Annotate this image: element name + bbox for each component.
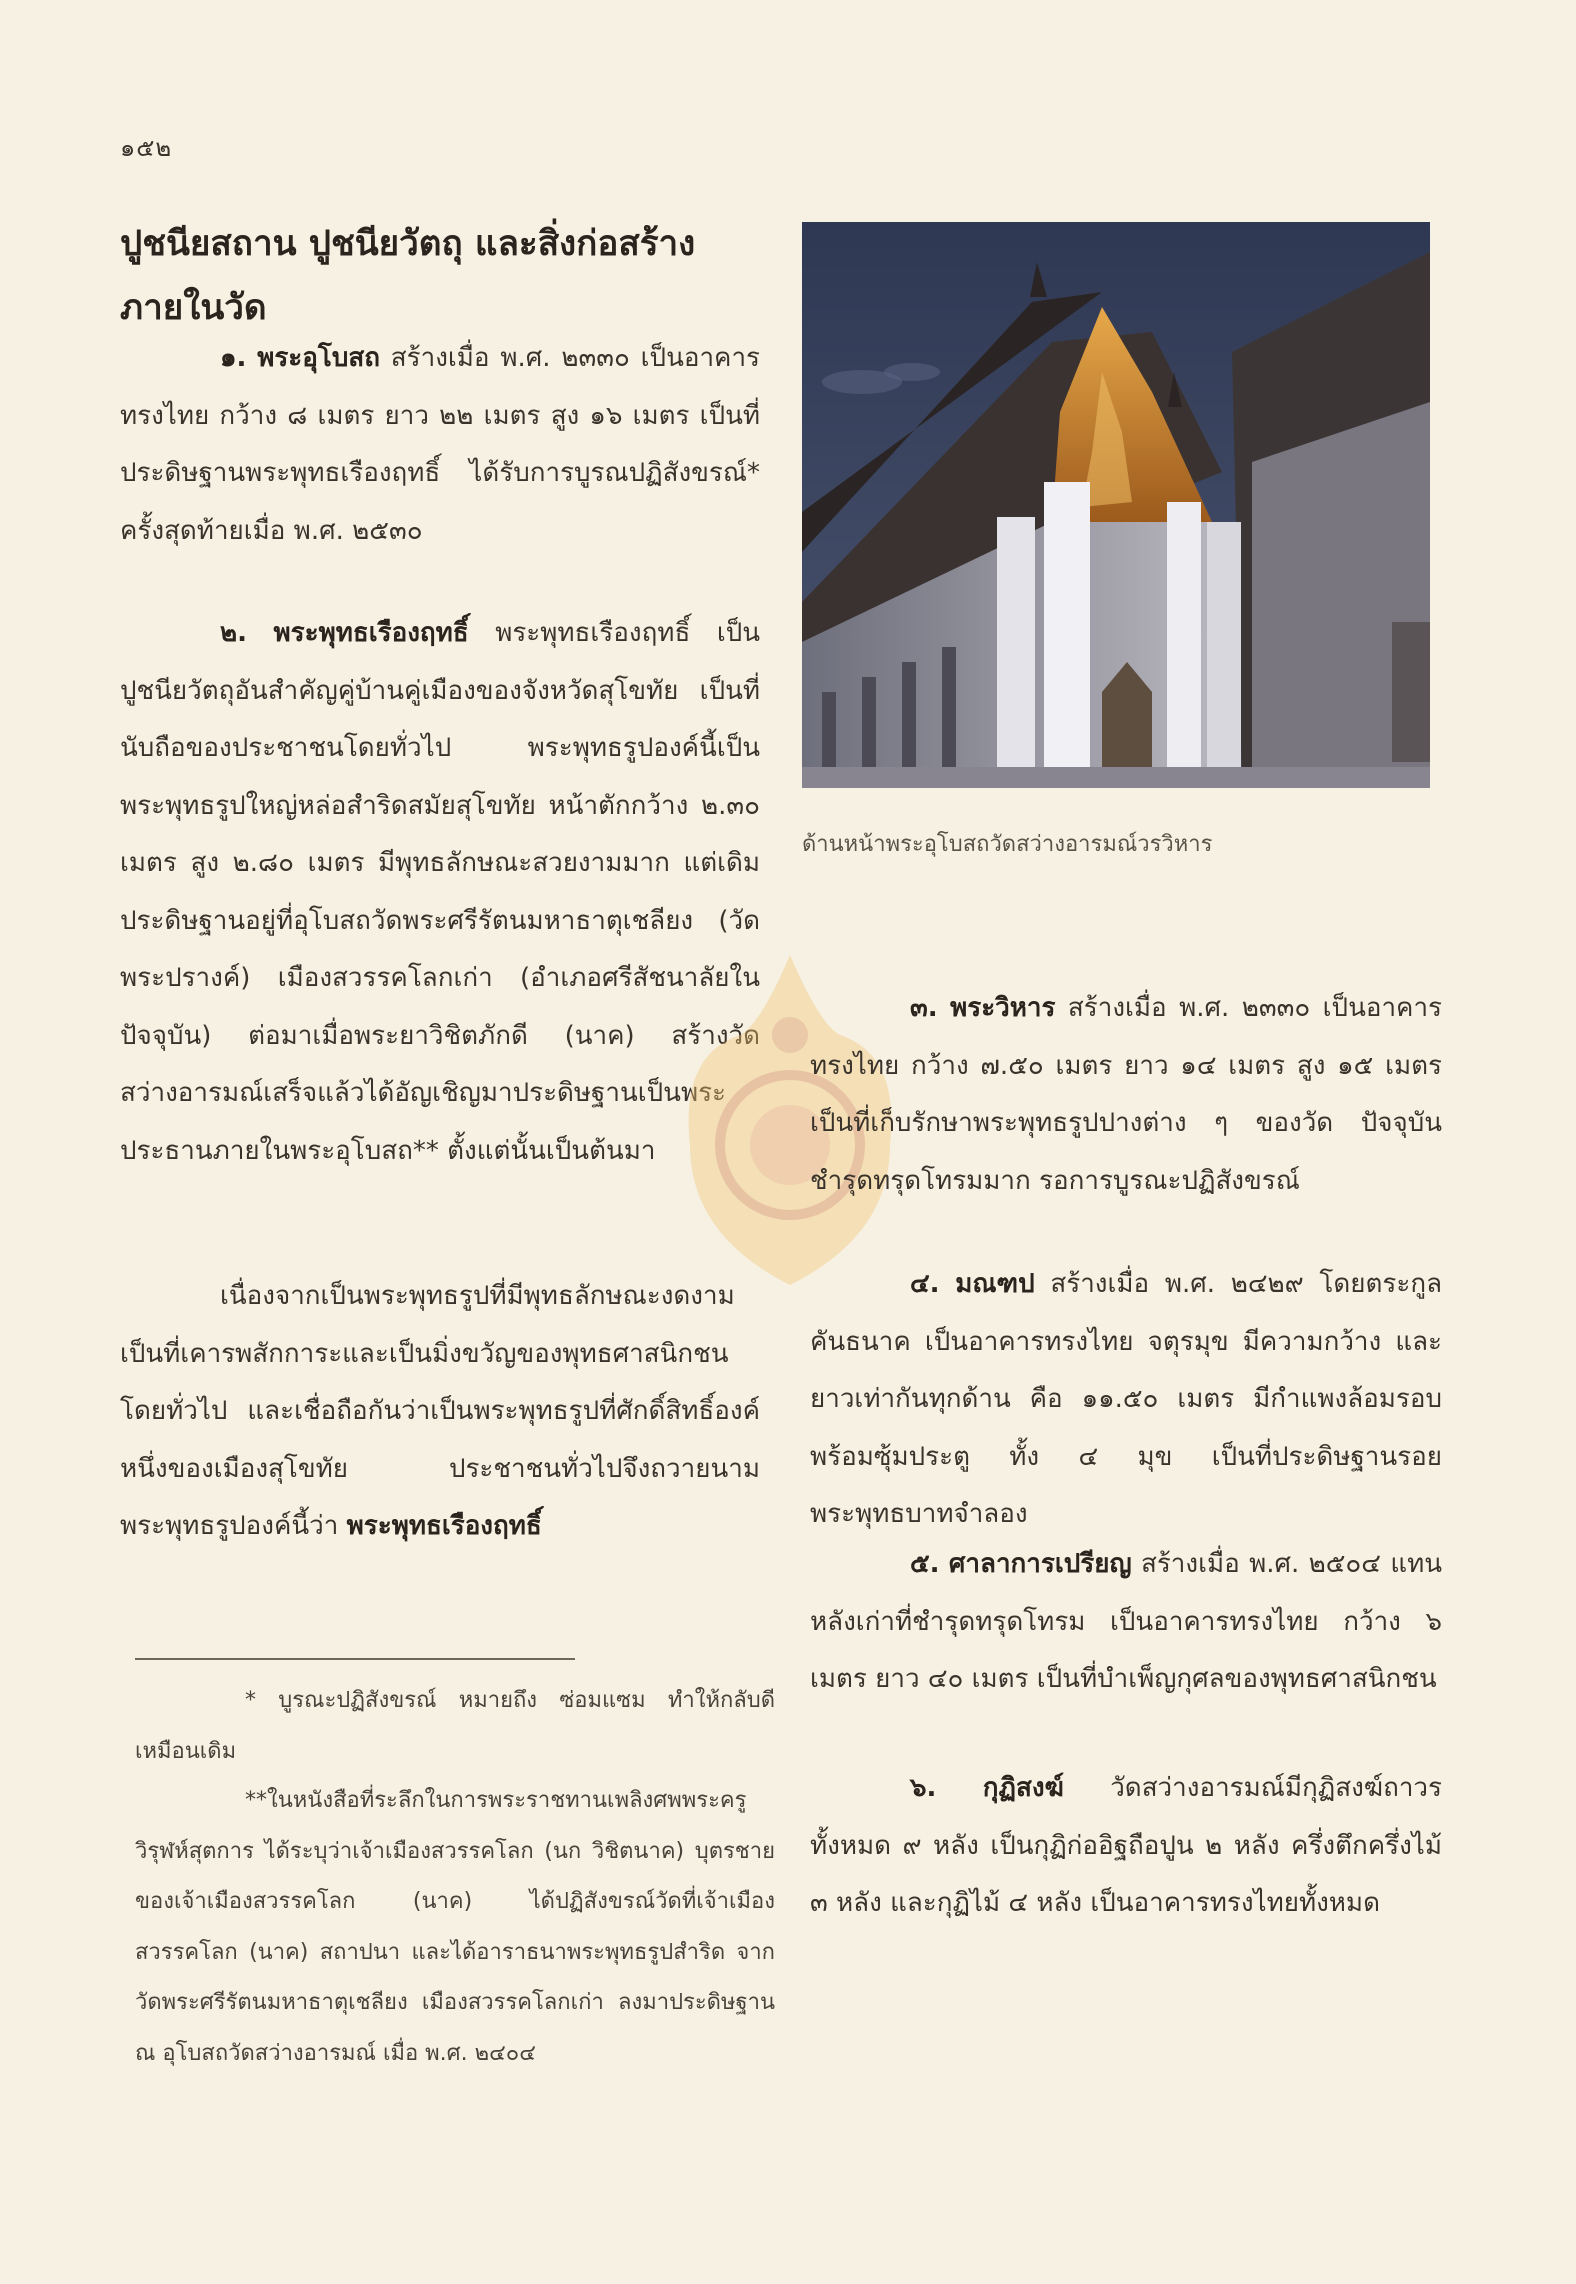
photo-caption: ด้านหน้าพระอุโบสถวัดสว่างอารมณ์วรวิหาร	[802, 832, 1213, 857]
mondop-text: สร้างเมื่อ พ.ศ. ๒๔๒๙ โดยตระกูลคันธนาค เป็นอาคารทรงไทย จตุรมุข มีความกว้าง และยาวเท่ากันทุกด้าน คือ ๑๑.๕๐ เมตร มีกำแพงล้อมรอบ พร้อมซุ้มประตู ทั้ง ๔ มุข เป็นที่ประดิษฐานรอยพระพุทธบาทจำลอง	[810, 1269, 1443, 1529]
phraphuttha-number: ๒.	[220, 618, 248, 648]
sala-text: สร้างเมื่อ พ.ศ. ๒๕๐๔ แทนหลังเก่าที่ชำรุดทรุดโทรม เป็นอาคารทรงไทย กว้าง ๖ เมตร ยาว ๔๐ เมตร เป็นที่บำเพ็ญกุศลของพุทธศาสนิกชน	[810, 1549, 1442, 1694]
wihan-paragraph	[810, 980, 1442, 1210]
ubosot-photo	[802, 222, 1430, 788]
naming-text: เนื่องจากเป็นพระพุทธรูปที่มีพุทธลักษณะงดงามเป็นที่เคารพสักการะและเป็นมิ่งขวัญของพุทธศาสนิกชนโดยทั่วไป และเชื่อถือกันว่าเป็นพระพุทธรูปที่ศักดิ์สิทธิ์องค์หนึ่งของเมืองสุโขทัย ประชาชนทั่วไปจึงถวายนามพระพุทธรูปองค์นี้ว่า	[120, 1281, 760, 1541]
sala-number: ๕.	[910, 1549, 940, 1579]
wihan-number: ๓.	[910, 993, 938, 1023]
ubosot-number: ๑.	[220, 343, 247, 373]
ubosot-text: สร้างเมื่อ พ.ศ. ๒๓๓๐ เป็นอาคารทรงไทย กว้าง ๘ เมตร ยาว ๒๒ เมตร สูง ๑๖ เมตร เป็นที่ประดิษฐานพระพุทธเรืองฤทธิ์ ได้รับการบูรณปฏิสังขรณ์* ครั้งสุดท้ายเมื่อ พ.ศ. ๒๕๓๐	[120, 343, 761, 546]
kuti-number: ๖.	[910, 1773, 937, 1803]
kuti-text: วัดสว่างอารมณ์มีกุฏิสงฆ์ถาวรทั้งหมด ๙ หลัง เป็นกุฏิก่ออิฐถือปูน ๒ หลัง ครึ่งตึกครึ่งไม้ ๓ หลัง และกุฏิไม้ ๔ หลัง เป็นอาคารทรงไทยทั้งหมด	[810, 1773, 1442, 1918]
mondop-title: มณฑป	[955, 1269, 1035, 1299]
kuti-title: กุฏิสงฆ์	[982, 1773, 1064, 1803]
footnote-2: **ในหนังสือที่ระลึกในการพระราชทานเพลิงศพพระครูวิรุฬห์สุตการ ได้ระบุว่าเจ้าเมืองสวรรคโลก (นก วิชิตนาค) บุตรชายของเจ้าเมืองสวรรคโลก (นาค) ได้ปฏิสังขรณ์วัดที่เจ้าเมืองสวรรคโลก (นาค) สถาปนา และได้อาราธนาพระพุทธรูปสำริด จากวัดพระศรีรัตนมหาธาตุเชลียง เมืองสวรรคโลกเก่า ลงมาประดิษฐาน ณ อุโบสถวัดสว่างอารมณ์ เมื่อ พ.ศ. ๒๔๐๔	[135, 1788, 775, 2066]
page-number: ๑๕๒	[120, 134, 173, 162]
wihan-text: สร้างเมื่อ พ.ศ. ๒๓๓๐ เป็นอาคารทรงไทย กว้าง ๗.๕๐ เมตร ยาว ๑๔ เมตร สูง ๑๕ เมตร เป็นที่เก็บรักษาพระพุทธรูปปางต่าง ๆ ของวัด ปัจจุบันชำรุดทรุดโทรมมาก รอการบูรณะปฏิสังขรณ์	[810, 993, 1443, 1196]
footnote-rule	[135, 1658, 575, 1660]
buddha-name: พระพุทธเรืองฤทธิ์	[346, 1511, 542, 1541]
footnote-1: * บูรณะปฏิสังขรณ์ หมายถึง ซ่อมแซม ทำให้กลับดีเหมือนเดิม	[135, 1688, 775, 1764]
section-heading: ปูชนียสถาน ปูชนียวัตถุ และสิ่งก่อสร้างภายในวัด	[120, 224, 696, 328]
ubosot-title: พระอุโบสถ	[257, 343, 380, 373]
mondop-paragraph	[810, 1256, 1442, 1544]
phraphuttha-title: พระพุทธเรืองฤทธิ์	[273, 618, 469, 648]
ubosot-paragraph	[120, 330, 760, 560]
naming-paragraph	[120, 1268, 760, 1556]
sala-paragraph	[810, 1536, 1442, 1709]
kuti-paragraph	[810, 1760, 1442, 1933]
sala-title: ศาลาการเปรียญ	[948, 1549, 1132, 1579]
mondop-number: ๔.	[910, 1269, 940, 1299]
phraphuttha-text: พระพุทธเรืองฤทธิ์ เป็นปูชนียวัตถุอันสำคัญคู่บ้านคู่เมืองของจังหวัดสุโขทัย เป็นที่นับถือของประชาชนโดยทั่วไป พระพุทธรูปองค์นี้เป็นพระพุทธรูปใหญ่หล่อสำริดสมัยสุโขทัย หน้าตักกว้าง ๒.๓๐ เมตร สูง ๒.๘๐ เมตร มีพุทธลักษณะสวยงามมาก แต่เดิมประดิษฐานอยู่ที่อุโบสถวัดพระศรีรัตนมหาธาตุเชลียง (วัดพระปรางค์) เมืองสวรรคโลกเก่า (อำเภอศรีสัชนาลัยในปัจจุบัน) ต่อมาเมื่อพระยาวิชิตภักดี (นาค) สร้างวัดสว่างอารมณ์เสร็จแล้วได้อัญเชิญมาประดิษฐานเป็นพระประธานภายในพระอุโบสถ** ตั้งแต่นั้นเป็นต้นมา	[120, 618, 760, 1166]
wihan-title: พระวิหาร	[950, 993, 1056, 1023]
